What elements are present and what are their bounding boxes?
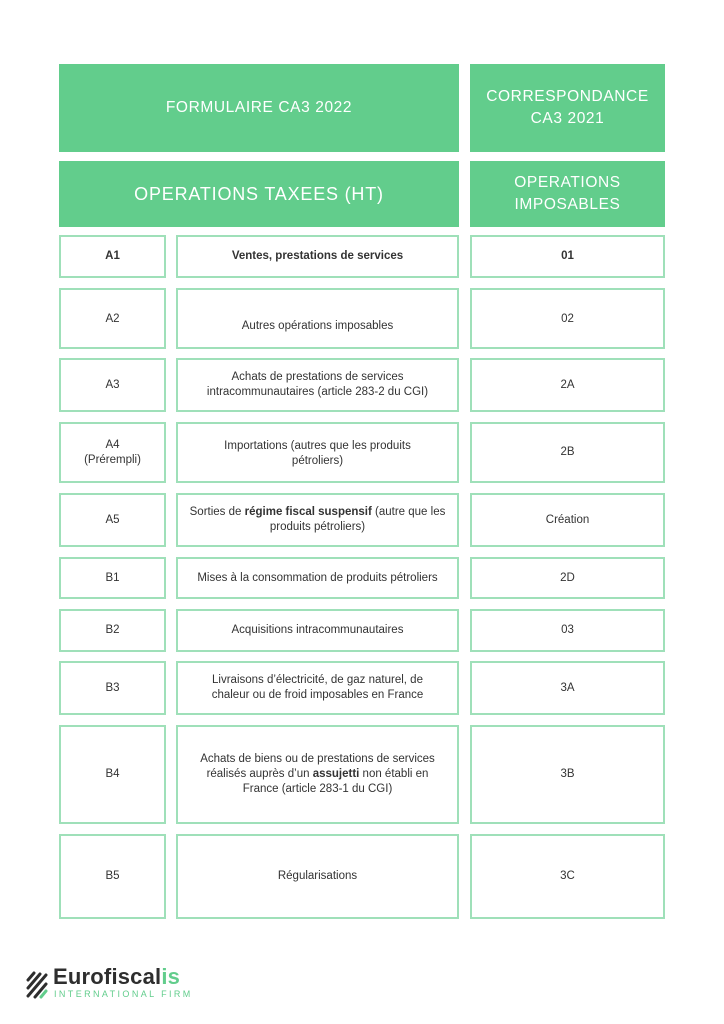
table-row-correspondance [470,288,665,349]
table-row-correspondance [470,422,665,483]
row-desc-a3-line1: Achats de prestations de services [231,371,404,383]
table-row-correspondance [470,358,665,412]
row-desc-b4-line1: Achats de biens ou de prestations de services [200,753,435,765]
row-desc-a3-line2: intracommunautaires (article 283-2 du CGI) [206,386,429,398]
row-code-a5: A5 [105,513,120,526]
table-row-code [59,661,166,715]
table-row-description [176,493,459,547]
table-row-code [59,288,166,349]
row-code-b4: B4 [105,768,120,780]
row-corr-b5: 3C [560,870,575,882]
row-desc-a5-em: régime fiscal suspensif [244,506,372,518]
section-corr-line1: OPERATIONS [514,174,621,191]
row-desc-a5-pre: Sorties de [189,506,245,518]
table-row-correspondance [470,661,665,715]
table-row-description [176,557,459,599]
row-desc-b1: Mises à la consommation de produits pétroliers [197,571,438,584]
table-row-description [176,422,459,483]
section-title-header [59,161,459,227]
row-desc-b4-post: non établi en [359,768,429,780]
table-row-correspondance [470,493,665,547]
brand-name-accent: is [161,964,181,989]
row-code-a1: A1 [105,250,120,262]
row-desc-a4-line2: pétroliers) [291,455,344,467]
row-corr-a4: 2B [560,446,575,458]
table-row-correspondance [470,725,665,824]
table-row-description [176,358,459,412]
row-desc-b3-line1: Livraisons d’électricité, de gaz naturel, de [212,674,423,686]
brand-tagline: INTERNATIONAL FIRM [54,989,193,999]
form-title-header [59,64,459,152]
row-desc-a1: Ventes, prestations de services [231,250,404,262]
row-desc-a5-line2: produits pétroliers) [269,521,366,533]
row-desc-b5: Régularisations [277,870,358,882]
row-code-a3: A3 [105,378,120,391]
row-code-b3: B3 [105,681,120,694]
eurofiscalis-logo-icon [26,968,48,1002]
form-title: FORMULAIRE CA3 2022 [165,99,353,116]
table-row-description [176,834,459,919]
row-code-a2: A2 [105,313,120,325]
row-desc-a4-line1: Importations (autres que les produits [224,440,411,452]
row-desc-b4-pre: réalisés auprès d’un [206,768,313,780]
row-corr-b1: 2D [560,571,575,584]
table-row-correspondance [470,609,665,652]
row-corr-a1: 01 [561,250,574,262]
correspondance-title-line2: CA3 2021 [530,110,605,127]
section-title: OPERATIONS TAXEES (HT) [134,184,384,204]
row-corr-b4: 3B [560,768,575,780]
table-row-code [59,725,166,824]
row-desc-b4-em: assujetti [312,768,360,780]
row-code-a4: A4 [105,438,120,451]
row-code-b2: B2 [105,624,120,636]
table-row-code [59,609,166,652]
row-code-a4-note: (Prérempli) [84,453,141,466]
brand-name-main: Eurofiscal [53,964,162,989]
row-desc-a5-post: (autre que les [371,506,446,518]
table-row-correspondance [470,235,665,278]
table-row-description [176,725,459,824]
correspondance-header [470,64,665,152]
row-corr-b3: 3A [560,681,575,694]
row-corr-a5: Création [545,513,590,526]
table-row-code [59,422,166,483]
table-row-code [59,493,166,547]
row-corr-a2: 02 [561,313,574,325]
table-row-correspondance [470,557,665,599]
table-row-code [59,358,166,412]
table-row-description [176,609,459,652]
row-desc-b4-line3: France (article 283-1 du CGI) [242,783,393,795]
row-corr-a3: 2A [560,378,575,391]
table-row-description [176,235,459,278]
section-correspondance-header [470,161,665,227]
row-desc-b3-line2: chaleur ou de froid imposables en France [211,689,424,701]
row-corr-b2: 03 [561,624,574,636]
row-code-b1: B1 [105,571,120,584]
row-desc-a2: Autres opérations imposables [241,320,394,332]
correspondance-title-line1: CORRESPONDANCE [486,88,649,105]
row-code-b5: B5 [105,870,120,882]
section-corr-line2: IMPOSABLES [514,196,621,213]
table-row-correspondance [470,834,665,919]
brand-name [53,964,180,990]
table-row-description [176,288,459,349]
table-row-code [59,557,166,599]
table-row-code [59,834,166,919]
table-row-description [176,661,459,715]
row-desc-b2: Acquisitions intracommunautaires [231,624,404,636]
table-row-code [59,235,166,278]
